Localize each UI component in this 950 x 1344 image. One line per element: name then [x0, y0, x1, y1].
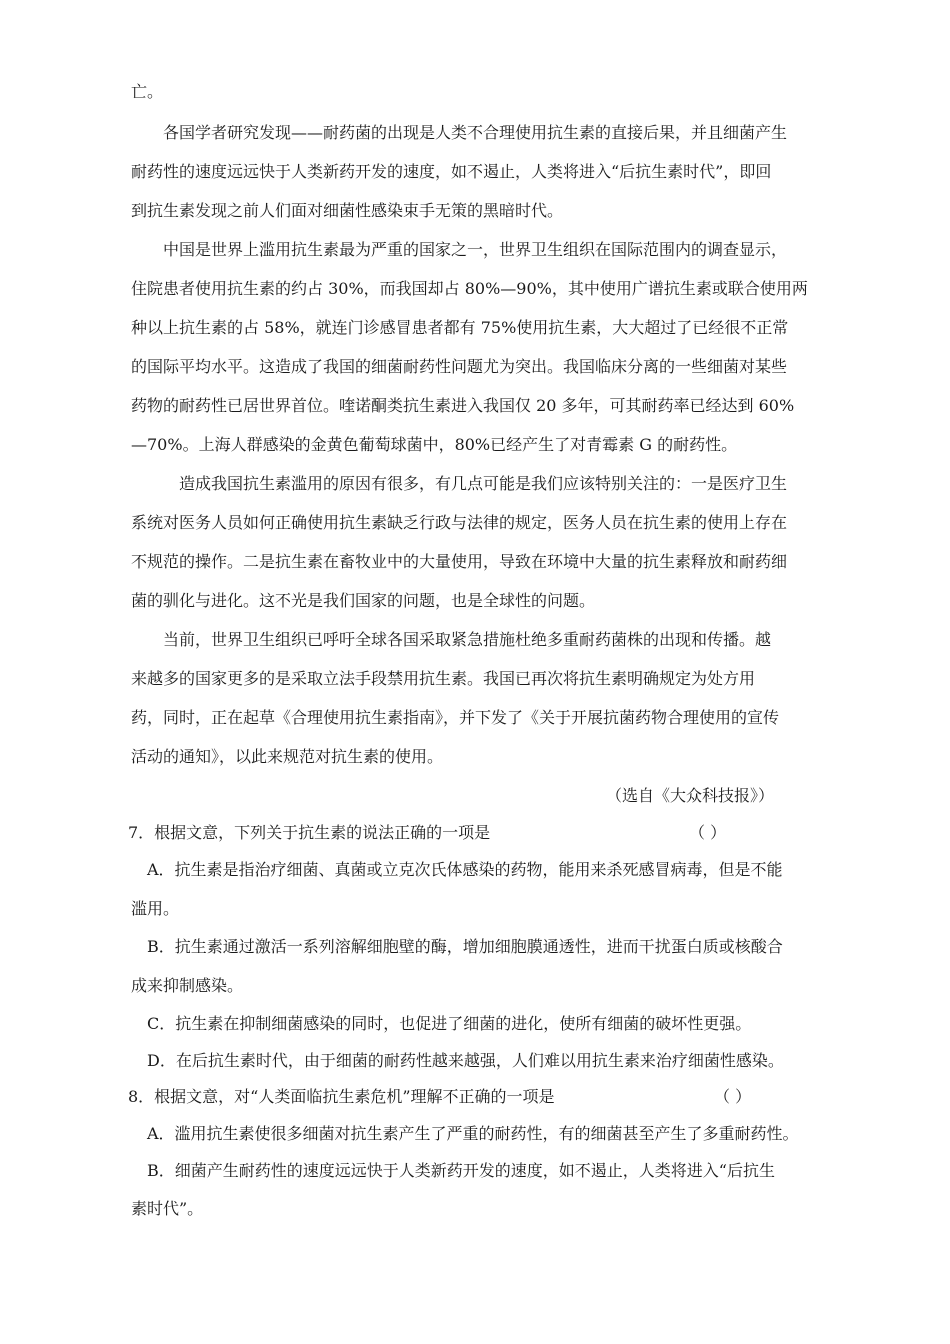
- text-line: 系统对医务人员如何正确使用抗生素缺乏行政与法律的规定，医务人员在抗生素的使用上存在: [131, 513, 788, 532]
- question-8-stem: 8．根据文意，对“人类面临抗生素危机”理解不正确的一项是: [128, 1087, 555, 1106]
- text-line: 菌的驯化与进化。这不光是我们国家的问题，也是全球性的问题。: [131, 591, 596, 610]
- text-line: 来越多的国家更多的是采取立法手段禁用抗生素。我国已再次将抗生素明确规定为处方用: [131, 669, 756, 688]
- source-citation: （选自《大众科技报》）: [606, 786, 775, 805]
- option-d: D．在后抗生素时代，由于细菌的耐药性越来越强，人们难以用抗生素来治疗细菌性感染。: [147, 1051, 784, 1070]
- paragraph-first-line: 造成我国抗生素滥用的原因有很多，有几点可能是我们应该特别关注的：一是医疗卫生: [179, 474, 788, 493]
- text-line: 药物的耐药性已居世界首位。喹诺酮类抗生素进入我国仅 20 多年，可其耐药率已经达到 60%: [131, 396, 795, 415]
- text-line: 种以上抗生素的占 58%，就连门诊感冒患者都有 75%使用抗生素，大大超过了已经很不正常: [131, 318, 789, 337]
- text-line: 不规范的操作。二是抗生素在畜牧业中的大量使用，导致在环境中大量的抗生素释放和耐药细: [131, 552, 788, 571]
- option-a: A．滥用抗生素使很多细菌对抗生素产生了严重的耐药性，有的细菌甚至产生了多重耐药性。: [147, 1124, 799, 1143]
- question-7-stem: 7．根据文意，下列关于抗生素的说法正确的一项是: [128, 823, 491, 842]
- text-line: 素时代”。: [131, 1199, 204, 1218]
- text-line: 耐药性的速度远远快于人类新药开发的速度，如不遏止，人类将进入“后抗生素时代”，即回: [131, 162, 772, 181]
- text-line: 药，同时，正在起草《合理使用抗生素指南》，并下发了《关于开展抗菌药物合理使用的宣传: [131, 708, 780, 727]
- text-line: 成来抑制感染。: [131, 976, 244, 995]
- paragraph-first-line: 中国是世界上滥用抗生素最为严重的国家之一，世界卫生组织在国际范围内的调查显示，: [163, 240, 788, 259]
- text-line: 亡。: [131, 82, 164, 101]
- text-line: 的国际平均水平。这造成了我国的细菌耐药性问题尤为突出。我国临床分离的一些细菌对某些: [131, 357, 788, 376]
- text-line: 到抗生素发现之前人们面对细菌性感染束手无策的黑暗时代。: [131, 201, 564, 220]
- answer-blank: （ ）: [714, 1087, 752, 1106]
- option-b: B．细菌产生耐药性的速度远远快于人类新药开发的速度，如不遏止，人类将进入“后抗生: [147, 1161, 775, 1180]
- option-a: A．抗生素是指治疗细菌、真菌或立克次氏体感染的药物，能用来杀死感冒病毒，但是不能: [147, 860, 783, 879]
- option-b: B．抗生素通过激活一系列溶解细胞壁的酶，增加细胞膜通透性，进而干扰蛋白质或核酸合: [147, 937, 783, 956]
- option-c: C．抗生素在抑制细菌感染的同时，也促进了细菌的进化，使所有细菌的破坏性更强。: [147, 1014, 752, 1033]
- answer-blank: （ ）: [689, 823, 727, 842]
- text-line: 住院患者使用抗生素的约占 30%，而我国却占 80%—90%，其中使用广谱抗生素或联合使用两: [131, 279, 808, 298]
- text-line: 滥用。: [131, 899, 180, 918]
- paragraph-first-line: 当前，世界卫生组织已呼吁全球各国采取紧急措施杜绝多重耐药菌株的出现和传播。越: [163, 630, 772, 649]
- text-line: —70%。上海人群感染的金黄色葡萄球菌中，80%已经产生了对青霉素 G 的耐药性。: [131, 435, 738, 454]
- text-line: 活动的通知》，以此来规范对抗生素的使用。: [131, 747, 444, 766]
- paragraph-first-line: 各国学者研究发现——耐药菌的出现是人类不合理使用抗生素的直接后果，并且细菌产生: [163, 123, 788, 142]
